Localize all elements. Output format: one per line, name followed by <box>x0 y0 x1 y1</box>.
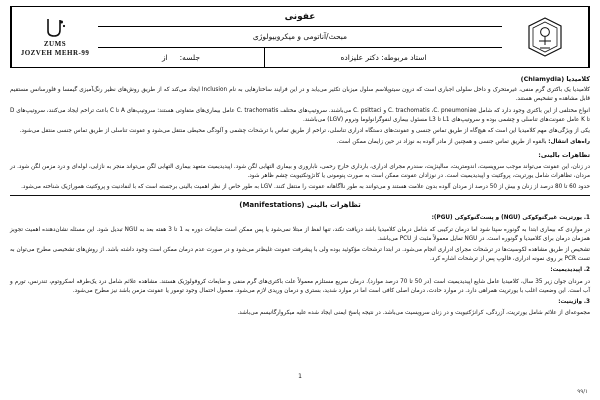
list-item-title: واژینیت: <box>558 299 583 306</box>
transmission-note <box>10 138 590 147</box>
list-item-text: مجموعه‌ای از علائم شامل یورتریت، آزردگی، کرانژکتیویت و در زنان سرویسیت می‌باشد. در نتیجه پاسخ ایمنی ایجاد شده علیه میکروارگانیسم می‌باشد. <box>237 310 590 317</box>
header-session-value: از <box>161 52 168 62</box>
list-item <box>10 214 590 223</box>
header-row-bottom <box>98 48 502 67</box>
manifestations-heading: تظاهرات بالینی (Manifestations) <box>239 201 361 210</box>
header-subject: مبحث/آناتومی و میکروبیولوژی <box>252 32 348 42</box>
header-title: عفونی <box>284 11 316 22</box>
header-row-top <box>98 7 502 27</box>
jozveh-label: JOZVEH MEHR-99 <box>20 49 90 57</box>
list-item-text: در مواردی که بیماری ابتدا به گونوره سپتا شود اما درمان ترکیبی که شامل درمان کلامیدیا باشد دریافت نکند، تنها لفظ از مبتلا نمی‌شود یا پس ممکن است ضایعات دوره به 1 تا 3 هفته بعد به NGU تبدیل شود. این مسئله نشان‌دهنده اهمیت تجویز همزمان درمان برای کلامیدیا و گونوره است. در NGU تمایل معمولاً مثبت از PCU می‌باشد. <box>10 226 591 242</box>
paragraph: انواع مختلفی از این باکتری وجود دارد که شامل C. trachomatis ،C. pneumoniae و C. psittaci می‌باشند. سروتیپ‌های مختلف C. trachomatis عامل بیماری‌های متفاوتی هستند: سروتیپ‌های A تا C باعث تراخم ایجاد می‌کنند، سروتیپ‌های D تا K عامل عفونت‌های تناسلی و چشمی بوده و سروتیپ‌های L1 تا L3 مسئول بیماری لنفوگرانولوما ونروم (LGV) می‌باشند. <box>10 107 590 123</box>
list-item-extra: تشخیص از طریق مشاهده لکوسیت‌ها در ترشحات مجرای ادراری انجام می‌شود. در ابتدا ترشحات مؤکوئید بوده ولی با پیشرفت عفونت غلیظ‌تر می‌شود و در صورت عدم درمان ممکن است وجود داشته باشد. از روش‌های تشخیصی مطرح می‌توان به تست PCR بر روی نمونه ادراری، فالوپ پس از ترشحات اشاره کرد. <box>10 247 590 263</box>
list-item <box>10 298 590 307</box>
clinical-manifestations-title: تظاهرات بالینی: <box>538 151 590 160</box>
header-fields <box>98 7 502 67</box>
header-emblem-cell <box>502 7 589 67</box>
list-item-text: در مردان جوان زیر 35 سال، کلامیدیا عامل شایع اپیدیدیمیت است (در 50 تا 70 درصد موارد). درمان سریع مستلزم معمولاً علت باکتری‌های گرم منفی و ضایعات کروفولوژیک هستند. مشاهده علائم شامل درد یک‌طرفه اسکروتوم، تندرنس، تورم و آب است. این وضعیت اغلب با یورتریت همراهی دارد. در موارد حادث، درمان اصلی کافی است اما در موارد شدید، بستری و درمان وریدی لازم می‌شود. معمول احتمال وجود تومور یا عفونت مزمن باشد نیز مطرح می‌شود. <box>10 278 590 294</box>
list-item-number: 2. <box>583 267 590 274</box>
zums-label: ZUMS <box>43 40 67 48</box>
list-item-number: 1. <box>583 215 590 222</box>
footer-code: ۹۹/۱ <box>577 389 588 395</box>
section-chlamydia-title: کلامیدیا (Chlamydia) <box>520 75 590 83</box>
divider <box>10 195 590 196</box>
list-item <box>10 266 590 275</box>
paragraph: یکی از ویژگی‌های مهم کلامیدیا این است که هیچ‌گاه از طریق تماس جنسی و عفونت‌های دستگاه ادراری تناسلی، تراخم از طریق تماس با ترشحات چشمی و آلودگی محیطی منتقل می‌شود و عفونت تناسلی از طریق تماس جنسی منتقل می‌شود. <box>19 128 590 135</box>
document-body <box>10 75 590 318</box>
list-item-title: اپیدیدیمیت: <box>550 267 583 274</box>
paragraph: کلامیدیا یک باکتری گرم منفی، غیرمتحرک و داخل سلولی اجباری است که درون سیتوپلاسم سلول میزبان تکثیر می‌یابد و در این فرایند ساختارهایی به نام Inclusion ایجاد می‌کند که از طریق روش‌های نظیر رنگ‌آمیزی گیمسا و فلورسانس مستقیم قابل مشاهده و تشخیص هستند. <box>10 87 590 103</box>
zums-logo-icon <box>42 17 68 39</box>
header-professor: استاد مربوطه: دکتر علیزاده <box>264 48 502 67</box>
transmission-label: راه‌های انتقال: <box>548 139 590 146</box>
paragraph: حدود 60 تا 80 درصد از زنان و بیش از 50 درصد از مردان آلوده بدون علامت هستند و می‌توانند به طور ناآگاهانه عفونت را منتقل کنند. LGV به طور خاص از نظر اهمیت بالینی برجسته است که با لنفادنیت و پروکتیت هموراژیک شناخته می‌شود. <box>21 184 590 191</box>
list-item-number: 3. <box>583 299 590 306</box>
document-header <box>10 6 590 68</box>
paragraph: در زنان، این عفونت می‌تواند موجب سرویسیت، اندومتریت، سالپنژیت، سندرم مجرای ادراری، بارداری خارج رحمی، ناباروری و بیماری التهابی لگن شود. اپیدیدیمیت متعهد بیماری التهابی لگن می‌تواند منجر به نازایی، لوله‌ای و درد مزمن لگن شود. در مردان، تظاهرات شامل یورتریت، پروکتیت و اپیدیدیمیت است. در نوزادان عفونت ممکن است به صورت پنومونی یا کانژونکتیویت چشم ظاهر شود. <box>10 163 590 179</box>
list-item-title: یورتریت غیرگنوکوکی (NGU) و پست‌گنوکوکی (PGU): <box>431 215 583 222</box>
university-emblem-icon <box>528 17 562 57</box>
page-number: 1 <box>298 373 302 380</box>
header-session <box>98 48 264 67</box>
transmission-text: بالقوه از طریق تماس جنسی و همچنین از مادر آلوده به نوزاد در حین زایمان ممکن است. <box>336 139 547 146</box>
header-row-mid <box>98 27 502 47</box>
header-logo-cell <box>11 7 98 67</box>
header-session-label: جلسه: <box>179 52 201 62</box>
